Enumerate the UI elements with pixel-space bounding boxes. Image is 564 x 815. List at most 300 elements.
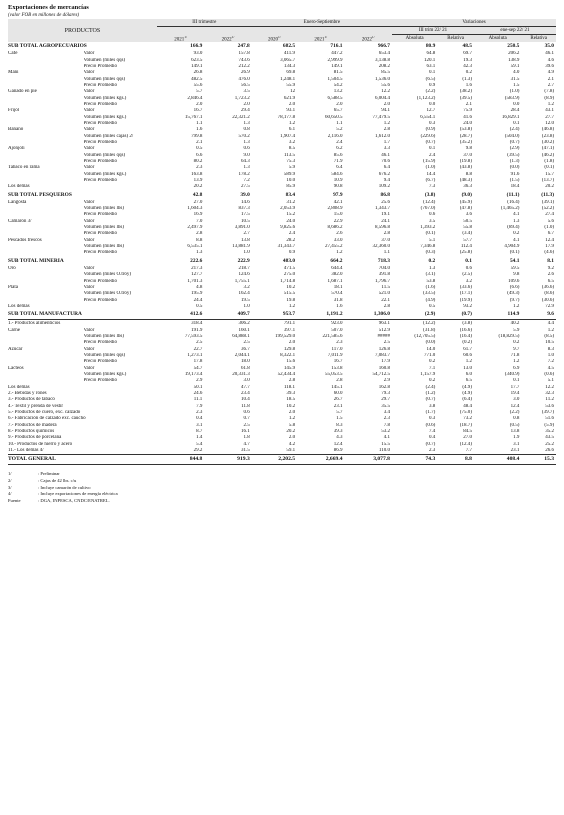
value-cell: 0.4 xyxy=(196,416,203,422)
value-cell: 0.9 xyxy=(429,82,436,88)
value-cell: 81.5 xyxy=(333,70,343,76)
value-cell: 26.6 xyxy=(545,448,554,454)
value-cell: (0.7) xyxy=(425,139,436,145)
value-cell: (2.4) xyxy=(509,127,520,133)
footnote-text: : Cajas de 42 lbs. c/u xyxy=(38,478,77,484)
subtotal-row xyxy=(8,191,556,200)
value-cell: 397.1 xyxy=(283,327,296,333)
measure-cell: Precio Promedio xyxy=(83,212,117,218)
value-cell: 3.6 xyxy=(465,212,472,218)
value-cell: 17.5 xyxy=(241,212,250,218)
value-cell: 24.0 xyxy=(463,120,472,126)
value-cell: 17.9 xyxy=(381,359,390,365)
value-cell: 208.2 xyxy=(378,63,390,69)
value-cell: 85.9 xyxy=(286,184,296,190)
value-cell: 3.2 xyxy=(465,278,472,284)
document-page xyxy=(8,0,556,504)
value-cell: (36.6) xyxy=(541,284,554,290)
value-cell: 80.2 xyxy=(193,159,203,164)
value-cell: 0.6 xyxy=(429,212,436,218)
value-cell: 2.7 xyxy=(243,231,250,237)
value-cell: (1.6) xyxy=(425,284,436,290)
value-cell: 1.0 xyxy=(547,352,554,358)
value-cell: 2,846.4 xyxy=(187,95,203,101)
value-cell: 2.6 xyxy=(336,231,343,237)
value-cell: 6.4 xyxy=(336,165,343,171)
value-cell: 13.8 xyxy=(241,237,250,243)
value-cell: (39.1) xyxy=(541,199,554,205)
value-cell: 26.8 xyxy=(193,70,203,76)
value-cell: 14.0 xyxy=(426,346,436,352)
value-cell: 275.0 xyxy=(283,272,296,278)
value-cell: (4.6) xyxy=(544,250,554,256)
value-cell: 35.5 xyxy=(381,403,390,409)
value-cell: 0.8 xyxy=(243,127,250,133)
value-cell: 97.9 xyxy=(333,191,343,198)
value-cell: 20.2 xyxy=(286,429,296,435)
value-cell: 22.9 xyxy=(333,218,343,224)
value-cell: 11.5 xyxy=(381,284,390,290)
value-cell: 31.2 xyxy=(286,199,296,205)
value-cell: 69.8 xyxy=(286,70,296,76)
value-cell: 72.9 xyxy=(545,303,554,309)
value-cell: 19.1 xyxy=(381,212,390,218)
value-cell: (47.8) xyxy=(459,206,472,212)
value-cell: (6.5) xyxy=(425,76,436,82)
value-cell: 3.0 xyxy=(243,378,250,384)
value-cell: (3.8) xyxy=(424,191,436,198)
value-cell: 3.4 xyxy=(383,410,390,416)
value-cell: (9.7) xyxy=(509,297,520,303)
value-cell: 6.4 xyxy=(383,165,390,171)
value-cell: 7,346.8 xyxy=(420,244,436,250)
value-cell: 5.6 xyxy=(547,218,554,224)
value-cell: 52,434.4 xyxy=(277,371,296,377)
year-header: $2022^{1/}$ xyxy=(345,35,392,43)
measure-cell: Volumen (miles kgs.) xyxy=(83,95,127,101)
value-cell: 27.7 xyxy=(545,114,554,120)
value-cell: 16.7 xyxy=(193,108,203,114)
value-cell: 2.7 xyxy=(547,82,554,88)
measure-cell: Valor xyxy=(83,89,95,95)
product-cell: Carne xyxy=(8,327,20,333)
subtotal-row xyxy=(8,310,556,320)
value-cell: (1.7) xyxy=(425,410,436,416)
value-cell: (2.2) xyxy=(425,89,436,95)
value-cell: 77,479.5 xyxy=(372,114,390,120)
value-cell: 86.8 xyxy=(380,191,390,198)
value-cell: 7.9 xyxy=(196,403,203,409)
value-cell: (47.1) xyxy=(541,146,554,152)
value-cell: 2,497.9 xyxy=(187,225,203,231)
value-cell: 1.3 xyxy=(196,250,203,256)
value-cell: 1.2 xyxy=(547,101,554,107)
value-cell: 11.8 xyxy=(241,403,250,409)
value-cell: 31.5 xyxy=(510,76,520,82)
value-cell: 0.0 xyxy=(513,101,520,107)
footnote-key: 1/ xyxy=(8,471,12,477)
value-cell: (6.7) xyxy=(425,178,436,184)
value-cell: 47.7 xyxy=(241,384,250,390)
measure-cell: Volumen (miles lbs) xyxy=(83,206,124,212)
value-cell: 27.5 xyxy=(241,184,250,190)
value-cell: 2.9 xyxy=(383,378,390,384)
value-cell: (33.5) xyxy=(423,291,436,297)
value-cell: 20.2 xyxy=(545,184,554,190)
value-cell: 2.0 xyxy=(288,340,296,346)
value-cell: 718.3 xyxy=(377,257,390,264)
value-cell: 7.2 xyxy=(243,178,250,184)
value-cell: 35.0 xyxy=(544,43,554,50)
footnotes xyxy=(8,471,556,504)
value-cell: (18,829.5) xyxy=(498,333,520,339)
value-cell: (12,705.5) xyxy=(414,333,436,339)
value-cell: 12.4 xyxy=(545,237,554,243)
value-cell: 1.6 xyxy=(196,127,203,133)
value-cell: 1,248.1 xyxy=(280,76,296,82)
value-cell: 9,825.6 xyxy=(280,225,296,231)
value-cell: 75.3 xyxy=(286,159,296,164)
value-cell: 2.3 xyxy=(196,410,203,416)
value-cell: 8.8 xyxy=(465,171,472,177)
value-cell: 1,504.5 xyxy=(327,76,343,82)
value-cell: 1,393.2 xyxy=(420,225,436,231)
value-cell: 129.8 xyxy=(283,346,296,352)
value-cell: 12.2 xyxy=(381,89,390,95)
product-cell: SUB TOTAL AGROPECUARIOS xyxy=(8,43,87,50)
measure-cell: Valor xyxy=(83,127,95,133)
value-cell: 2.0 xyxy=(383,101,390,107)
value-cell: 8,322.1 xyxy=(280,352,296,358)
value-cell: 771.0 xyxy=(424,352,436,358)
value-cell: (12.2) xyxy=(423,321,436,327)
value-cell: 31.5 xyxy=(241,448,250,454)
value-cell: 149.1 xyxy=(191,63,203,69)
value-cell: 10.4 xyxy=(241,397,250,403)
year-header: $2021^{1/}$ xyxy=(157,35,204,43)
value-cell: 91.6 xyxy=(510,171,520,177)
value-cell: (53.8) xyxy=(459,127,472,133)
value-cell: 1.2 xyxy=(513,303,520,309)
value-cell: 15.0 xyxy=(333,212,343,218)
value-cell: 621.9 xyxy=(283,95,296,101)
value-cell: (46.8) xyxy=(541,127,554,133)
value-cell: 4.0 xyxy=(513,70,520,76)
value-cell: 110.0 xyxy=(378,448,390,454)
value-cell: 27.0 xyxy=(193,199,203,205)
footnote xyxy=(8,471,556,478)
value-cell: (39.7) xyxy=(541,410,554,416)
footnote-text: : Incluye camarón de cultivo xyxy=(38,484,91,490)
value-cell: 178.2 xyxy=(238,171,250,177)
value-cell: 10.2 xyxy=(286,403,296,409)
value-cell: 5.9 xyxy=(288,165,296,171)
value-cell: 653.4 xyxy=(378,51,390,57)
value-cell: 4.1 xyxy=(513,212,520,218)
footnote-key: 2/ xyxy=(8,478,12,484)
value-cell: 2.0 xyxy=(243,101,250,107)
value-cell: 94.1 xyxy=(381,108,390,114)
measure-cell: Precio Promedio xyxy=(83,159,117,164)
value-cell: 160.8 xyxy=(378,365,390,371)
value-cell: 54.2 xyxy=(333,82,343,88)
measure-cell: Precio Promedio xyxy=(83,297,117,303)
measure-cell: Valor xyxy=(83,146,95,152)
var-q3-header: III trim 22/ 21 xyxy=(392,27,474,35)
value-cell: 112.4 xyxy=(460,244,472,250)
measure-cell: Valor xyxy=(83,218,95,224)
value-cell: 1.2 xyxy=(288,303,296,309)
value-cell: 4.1 xyxy=(383,435,390,441)
product-cell: 1.- Productos alimenticios xyxy=(8,321,61,327)
value-cell: (5.9) xyxy=(544,422,554,428)
value-cell: 2.1 xyxy=(547,76,554,82)
measure-cell: Volumen (miles lbs) xyxy=(83,333,124,339)
value-cell: 75.9 xyxy=(463,108,472,114)
value-cell: 32.3 xyxy=(545,391,554,396)
value-cell: 8.7 xyxy=(196,429,203,435)
value-cell: 109.6 xyxy=(508,278,520,284)
value-cell: 12.7 xyxy=(426,108,436,114)
value-cell: 29.7 xyxy=(381,397,390,403)
value-cell: 4.2 xyxy=(288,441,296,447)
value-cell: (15.9) xyxy=(423,159,436,164)
measure-cell: Valor xyxy=(83,237,95,243)
value-cell: (12.4) xyxy=(459,441,472,447)
value-cell: 109.2 xyxy=(378,184,390,190)
value-cell: 7.7 xyxy=(465,448,472,454)
value-cell: 160.1 xyxy=(238,327,250,333)
value-cell: (3.4) xyxy=(462,231,472,237)
value-cell: 1,343.7 xyxy=(374,206,390,212)
value-cell: 19.8 xyxy=(286,297,296,303)
footnote xyxy=(8,478,556,485)
value-cell: 138.9 xyxy=(508,57,520,63)
value-cell: 2.0 xyxy=(288,410,296,416)
value-cell: 963.1 xyxy=(378,321,390,327)
relative-header: Relativa xyxy=(521,35,556,43)
value-cell: 3,077.8 xyxy=(345,455,392,465)
value-cell: 11.1 xyxy=(193,397,203,403)
value-cell: 0.8 xyxy=(513,416,520,422)
value-cell: 48.5 xyxy=(462,43,472,50)
value-cell: 844.8 xyxy=(157,455,204,465)
value-cell: 0.2 xyxy=(513,231,520,237)
value-cell: 48.4 xyxy=(463,403,472,409)
value-cell: 3,065.7 xyxy=(280,57,296,63)
document-subtitle: (valor FOB en millones de dólares) xyxy=(8,13,80,18)
value-cell: 42.8 xyxy=(192,191,203,198)
value-cell: 483.0 xyxy=(282,257,296,264)
value-cell: 9.7 xyxy=(513,346,520,352)
value-cell: 134.3 xyxy=(283,63,296,69)
value-cell: 84.5 xyxy=(463,429,472,435)
value-cell: 64.8 xyxy=(426,51,436,57)
value-cell: 1,273.1 xyxy=(187,352,203,358)
measure-cell: Precio Promedio xyxy=(83,101,117,107)
value-cell: 507.0 xyxy=(331,327,343,333)
value-cell: (39.5) xyxy=(459,95,472,101)
value-cell: 14.6 xyxy=(241,199,250,205)
value-cell: 0.5 xyxy=(429,303,436,309)
value-cell: 1.2 xyxy=(383,120,390,126)
value-cell: (1.0) xyxy=(544,225,554,231)
value-cell: (8.6) xyxy=(544,291,554,297)
value-cell: 39.0 xyxy=(240,191,250,198)
value-cell: 31.8 xyxy=(333,297,343,303)
value-cell: (1.5) xyxy=(509,178,520,184)
value-cell: 1,604.3 xyxy=(187,206,203,212)
value-cell: 16.1 xyxy=(241,429,250,435)
value-cell: 0.5 xyxy=(196,303,203,309)
value-cell: 2,044.1 xyxy=(234,352,250,358)
value-cell: 25.6 xyxy=(381,199,390,205)
value-cell: 25.2 xyxy=(545,441,554,447)
absolute-header: Absoluta xyxy=(392,35,437,43)
value-cell: (8.9) xyxy=(544,95,554,101)
value-cell: 56.5 xyxy=(241,82,250,88)
value-cell: 71.8 xyxy=(510,352,520,358)
value-cell: 3.0 xyxy=(513,397,520,403)
value-cell: 17.7 xyxy=(510,384,520,390)
value-cell: 8,596.8 xyxy=(374,225,390,231)
value-cell: 27,455.2 xyxy=(325,244,343,250)
measure-cell: Valor xyxy=(83,70,95,76)
value-cell: 55.9 xyxy=(286,82,296,88)
value-cell: 35.2 xyxy=(545,429,554,435)
value-cell: 28.2 xyxy=(286,237,296,243)
value-cell: 408.4 xyxy=(474,455,521,465)
value-cell: (38.2) xyxy=(459,89,472,95)
value-cell: 1.5 xyxy=(336,416,343,422)
table-body xyxy=(8,42,556,465)
product-cell: Plata xyxy=(8,284,18,290)
value-cell: 837.3 xyxy=(238,206,250,212)
value-cell: 8.3 xyxy=(336,422,343,428)
product-cell: Los demás xyxy=(8,303,30,309)
value-cell: 482.5 xyxy=(191,76,203,82)
value-cell: 3.1 xyxy=(513,441,520,447)
document-title: Exportaciones de mercancías xyxy=(8,4,89,11)
value-cell: 2,053.9 xyxy=(280,206,296,212)
value-cell: (49.3) xyxy=(507,291,520,297)
value-cell: 1.3 xyxy=(243,120,250,126)
value-cell: 412.6 xyxy=(190,311,203,318)
value-cell: 1.2 xyxy=(288,120,296,126)
product-cell: Café xyxy=(8,51,18,57)
value-cell: (2.5) xyxy=(462,272,472,278)
value-cell: 7.1 xyxy=(429,365,436,371)
value-cell: 79.3 xyxy=(381,391,390,396)
value-cell: (46.2) xyxy=(541,152,554,158)
value-cell: 80.9 xyxy=(425,43,436,50)
value-cell: 15.7 xyxy=(545,171,554,177)
subtotal-row xyxy=(8,257,556,266)
measure-cell: Valor xyxy=(83,346,95,352)
measure-cell: Volumen (miles kgs.) xyxy=(83,114,127,120)
value-cell: 2.5 xyxy=(196,340,203,346)
value-cell: 93.1 xyxy=(286,108,296,114)
variations-header: Variaciones xyxy=(392,19,556,27)
value-cell: 195.9 xyxy=(191,291,203,297)
value-cell: 1.0 xyxy=(243,250,250,256)
value-cell: 7.0 xyxy=(196,218,203,224)
footnote-text: : Preliminar xyxy=(38,471,60,477)
footnote xyxy=(8,491,556,498)
value-cell: 53.2 xyxy=(381,429,390,435)
value-cell: 0.9 xyxy=(288,250,296,256)
value-cell: 743.6 xyxy=(238,57,250,63)
product-cell: TOTAL GENERAL xyxy=(8,455,157,465)
measure-cell: Volumen (miles O.troy) xyxy=(83,272,132,278)
product-cell: SUB TOTAL MINERIA xyxy=(8,257,64,264)
value-cell: (0.5) xyxy=(509,422,520,428)
product-cell: 5.- Productos de cuero, exc. calzado xyxy=(8,410,81,416)
value-cell: 1.2 xyxy=(288,416,296,422)
value-cell: (1.0) xyxy=(425,165,436,171)
value-cell: 0.1 xyxy=(429,146,436,152)
value-cell: 64.3 xyxy=(241,159,250,164)
measure-cell: Volumen (miles lbs) xyxy=(83,244,124,250)
measure-cell: Volumen (miles kgs.) xyxy=(83,371,127,377)
value-cell: 515.5 xyxy=(283,291,296,297)
table-header xyxy=(8,19,556,42)
value-cell: 2.9 xyxy=(196,378,203,384)
value-cell: 22,321.2 xyxy=(232,114,250,120)
subtotal-row xyxy=(8,42,556,51)
measure-cell: Volumen (miles O.troy) xyxy=(83,291,132,297)
value-cell: 63.1 xyxy=(426,63,436,69)
value-cell: 163.8 xyxy=(191,171,203,177)
value-cell: 16.7 xyxy=(333,359,343,365)
value-cell: 0.2 xyxy=(429,359,436,365)
value-cell: 55.8 xyxy=(463,225,472,231)
product-cell: Ganado en pie xyxy=(8,89,37,95)
value-cell: 1,701.3 xyxy=(187,278,203,284)
value-cell: (2.2) xyxy=(509,410,520,416)
measure-cell: Precio Promedio xyxy=(83,63,117,69)
value-cell: 22.1 xyxy=(381,297,390,303)
value-cell: (17.1) xyxy=(459,291,472,297)
product-cell: 11.- Los demás 4/ xyxy=(8,448,44,454)
value-cell: 120.1 xyxy=(424,57,436,63)
value-cell: 704.0 xyxy=(378,265,390,271)
product-cell: 8.- Productos químicos xyxy=(8,429,55,435)
value-cell: 4.1 xyxy=(513,237,520,243)
value-cell: (6.4) xyxy=(462,397,472,403)
measure-cell: Valor xyxy=(83,265,95,271)
value-cell: 59.1 xyxy=(286,448,296,454)
value-cell: 23.1 xyxy=(510,448,520,454)
measure-cell: Precio Promedio xyxy=(83,378,117,384)
value-cell: 1,714.8 xyxy=(280,278,296,284)
value-cell: 2.0 xyxy=(288,101,296,107)
value-cell: 2.6 xyxy=(547,272,554,278)
value-cell: (0.6) xyxy=(544,371,554,377)
value-cell: 16,829.1 xyxy=(501,114,520,120)
value-cell: 19,173.4 xyxy=(184,371,203,377)
value-cell: 6,588.5 xyxy=(327,95,343,101)
footnote-key: Fuente xyxy=(8,497,21,503)
value-cell: 46.1 xyxy=(381,152,390,158)
value-cell: 222.6 xyxy=(190,257,203,264)
value-cell: (767.0) xyxy=(420,206,436,212)
product-cell: SUB TOTAL MANUFACTURA xyxy=(8,311,82,318)
value-cell: 1.2 xyxy=(547,327,554,333)
value-cell: 8.1 xyxy=(547,257,554,264)
value-cell: (12.4) xyxy=(423,199,436,205)
value-cell: 13,881.9 xyxy=(232,244,250,250)
